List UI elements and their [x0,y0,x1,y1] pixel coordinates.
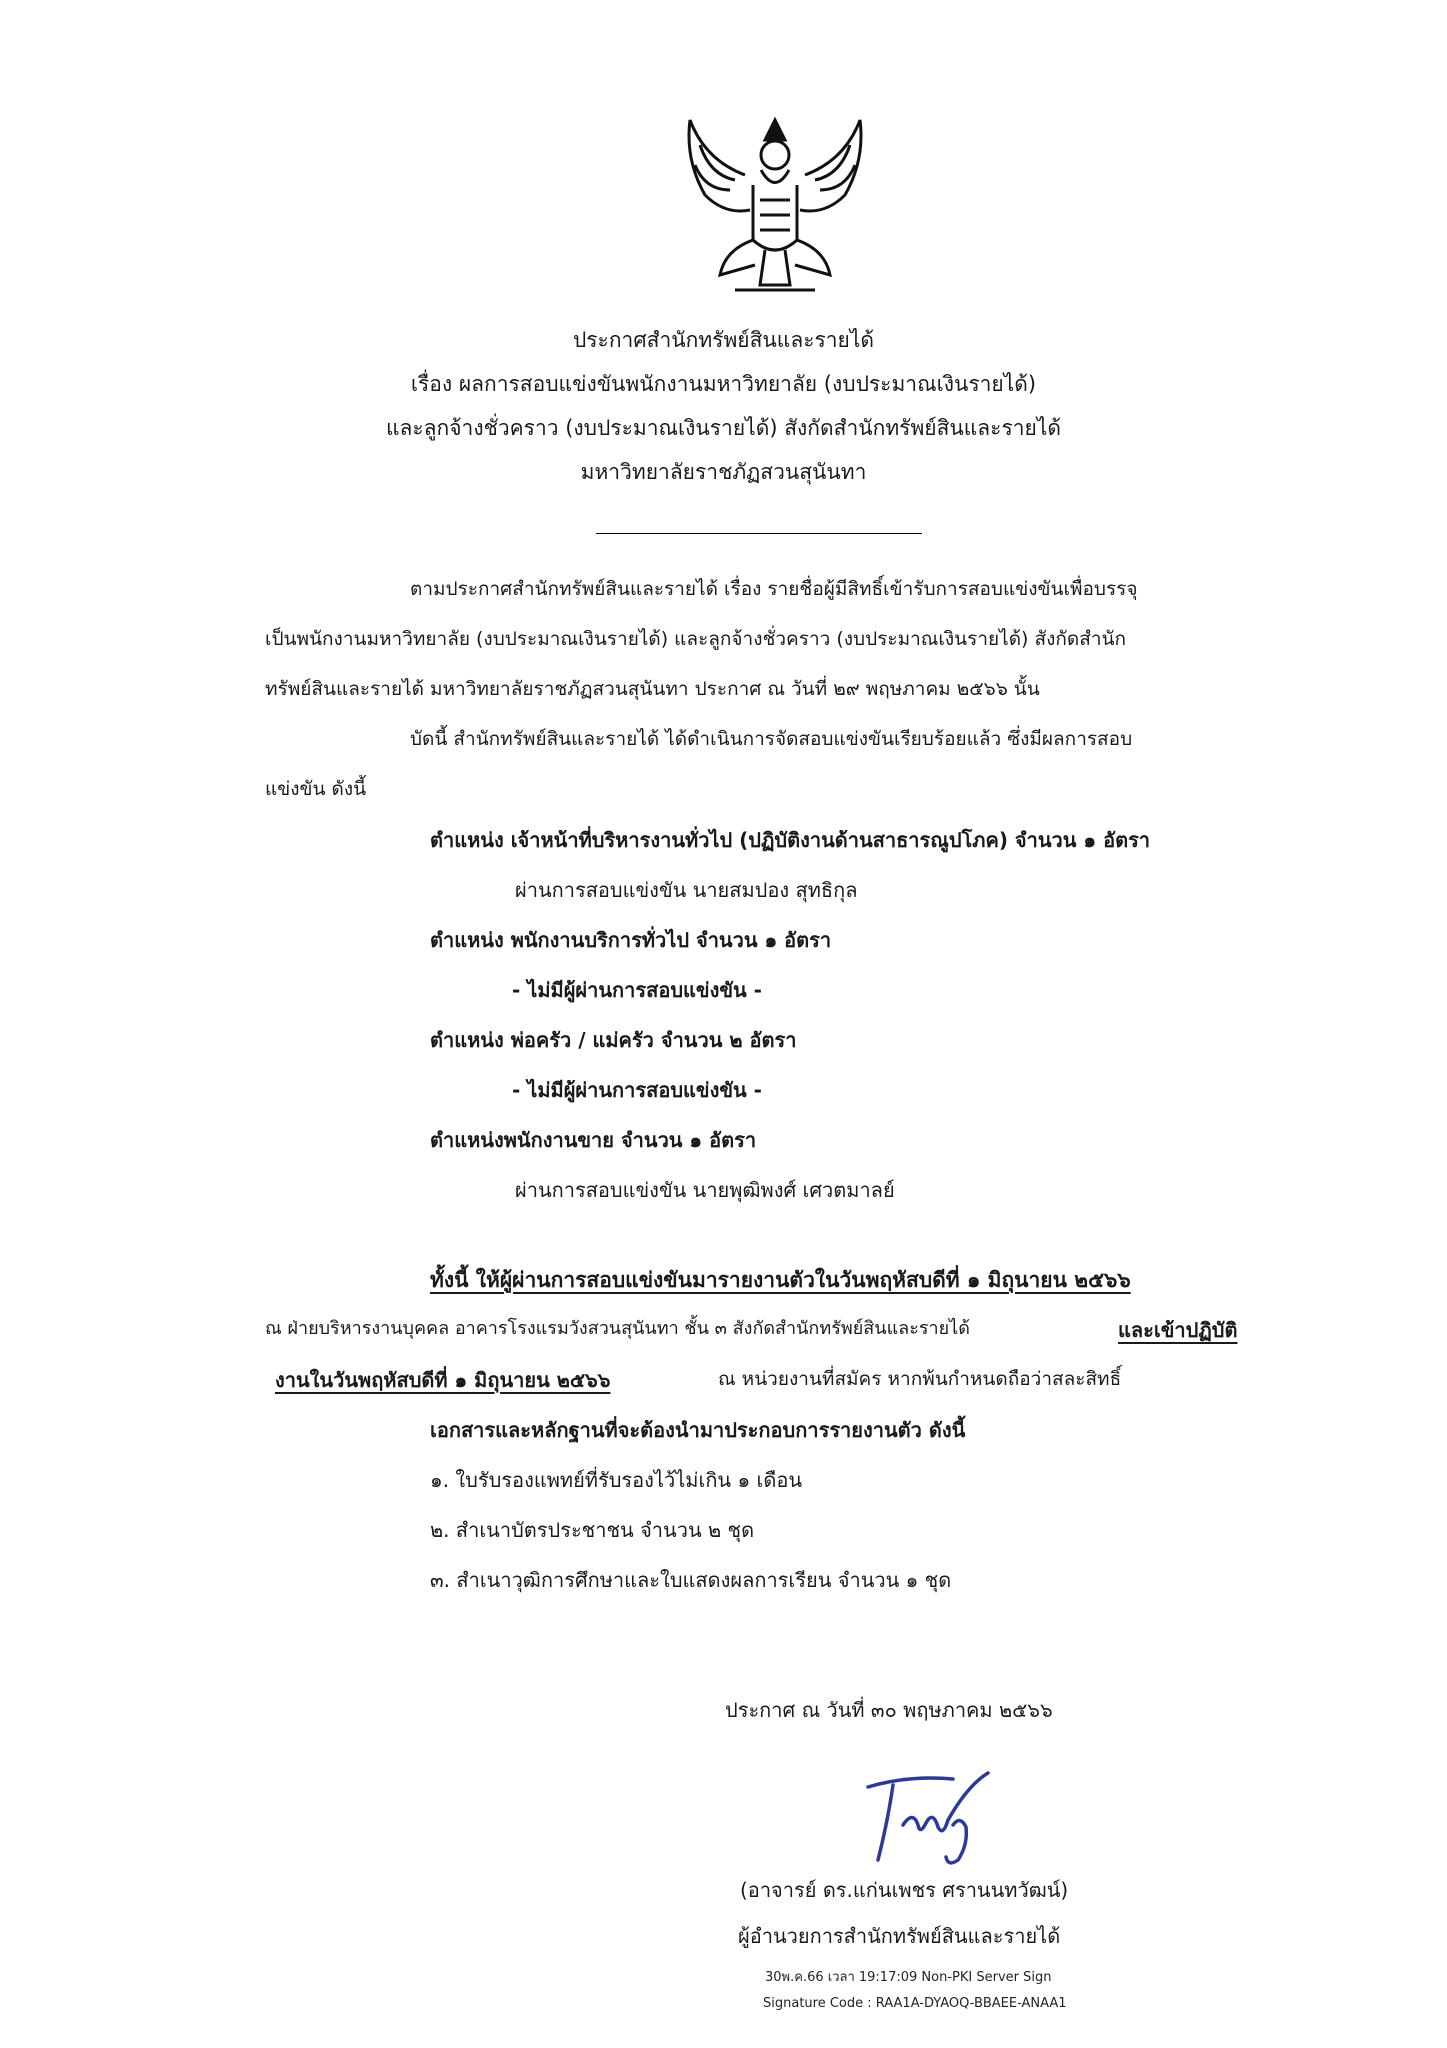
report-start-date: งานในวันพฤหัสบดีที่ ๑ มิถุนายน ๒๕๖๖ [275,1368,611,1392]
announcement-title: ประกาศสำนักทรัพย์สินและรายได้ [572,328,875,352]
signer-name: (อาจารย์ ดร.แก่นเพชร ศรานนทวัฒน์) [740,1878,1069,1902]
report-location-line: ณ ฝ่ายบริหารงานบุคคล อาคารโรงแรมวังสวนสุนันทา ชั้น ๓ สังกัดสำนักทรัพย์สินและรายได้ [265,1318,970,1339]
position-title: ตำแหน่ง พนักงานบริการทั่วไป จำนวน ๑ อัตรา [430,928,832,952]
position-title: ตำแหน่ง เจ้าหน้าที่บริหารงานทั่วไป (ปฏิบัติงานด้านสาธารณูปโภค) จำนวน ๑ อัตรา [430,828,1151,852]
garuda-emblem-icon [665,100,885,300]
position-result: ผ่านการสอบแข่งขัน นายสมปอง สุทธิกุล [515,878,858,902]
document-item: ๑. ใบรับรองแพทย์ที่รับรองไว้ไม่เกิน ๑ เดือน [430,1468,803,1492]
document-item: ๓. สำเนาวุฒิการศึกษาและใบแสดงผลการเรียน จำนวน ๑ ชุด [430,1568,952,1592]
subject-line-2: และลูกจ้างชั่วคราว (งบประมาณเงินรายได้) สังกัดสำนักทรัพย์สินและรายได้ [385,416,1062,440]
position-title: ตำแหน่ง พ่อครัว / แม่ครัว จำนวน ๒ อัตรา [430,1028,797,1052]
position-result: - ไม่มีผู้ผ่านการสอบแข่งขัน - [512,978,762,1002]
report-date-line: ทั้งนี้ ให้ผู้ผ่านการสอบแข่งขันมารายงานตัวในวันพฤหัสบดีที่ ๑ มิถุนายน ๒๕๖๖ [430,1268,1131,1292]
intro-line-5: แข่งขัน ดังนี้ [265,778,367,800]
handwritten-signature-icon [848,1765,1008,1875]
signature-code: Signature Code : RAA1A-DYAOQ-BBAEE-ANAA1 [763,1996,1067,2011]
position-result: ผ่านการสอบแข่งขัน นายพุฒิพงศ์ เศวตมาลย์ [515,1178,895,1202]
intro-line-2: เป็นพนักงานมหาวิทยาลัย (งบประมาณเงินรายได้) และลูกจ้างชั่วคราว (งบประมาณเงินรายได้) สังกัดสำนัก [265,628,1126,650]
sign-timestamp: 30พ.ค.66 เวลา 19:17:09 Non-PKI Server Sign [765,1970,1052,1985]
announcement-date: ประกาศ ณ วันที่ ๓๐ พฤษภาคม ๒๕๖๖ [725,1698,1053,1722]
signer-title: ผู้อำนวยการสำนักทรัพย์สินและรายได้ [738,1924,1061,1948]
subject-line-1: เรื่อง ผลการสอบแข่งขันพนักงานมหาวิทยาลัย (งบประมาณเงินรายได้) [410,372,1037,396]
header-divider [596,533,922,534]
position-result: - ไม่มีผู้ผ่านการสอบแข่งขัน - [512,1078,762,1102]
report-deadline-note: ณ หน่วยงานที่สมัคร หากพ้นกำหนดถือว่าสละสิทธิ์ [718,1368,1122,1390]
intro-line-1: ตามประกาศสำนักทรัพย์สินและรายได้ เรื่อง รายชื่อผู้มีสิทธิ์เข้ารับการสอบแข่งขันเพื่อบรรจุ [410,578,1138,600]
intro-line-4: บัดนี้ สำนักทรัพย์สินและรายได้ ได้ดำเนินการจัดสอบแข่งขันเรียบร้อยแล้ว ซึ่งมีผลการสอบ [410,728,1133,750]
subject-line-3: มหาวิทยาลัยราชภัฏสวนสุนันทา [580,460,867,484]
position-title: ตำแหน่งพนักงานขาย จำนวน ๑ อัตรา [430,1128,757,1152]
document-item: ๒. สำเนาบัตรประชาชน จำนวน ๒ ชุด [430,1518,755,1542]
intro-line-3: ทรัพย์สินและรายได้ มหาวิทยาลัยราชภัฏสวนสุนันทา ประกาศ ณ วันที่ ๒๙ พฤษภาคม ๒๕๖๖ นั้น [265,678,1040,700]
report-start-work: และเข้าปฏิบัติ [1118,1318,1238,1342]
documents-heading: เอกสารและหลักฐานที่จะต้องนำมาประกอบการรายงานตัว ดังนี้ [430,1418,966,1442]
